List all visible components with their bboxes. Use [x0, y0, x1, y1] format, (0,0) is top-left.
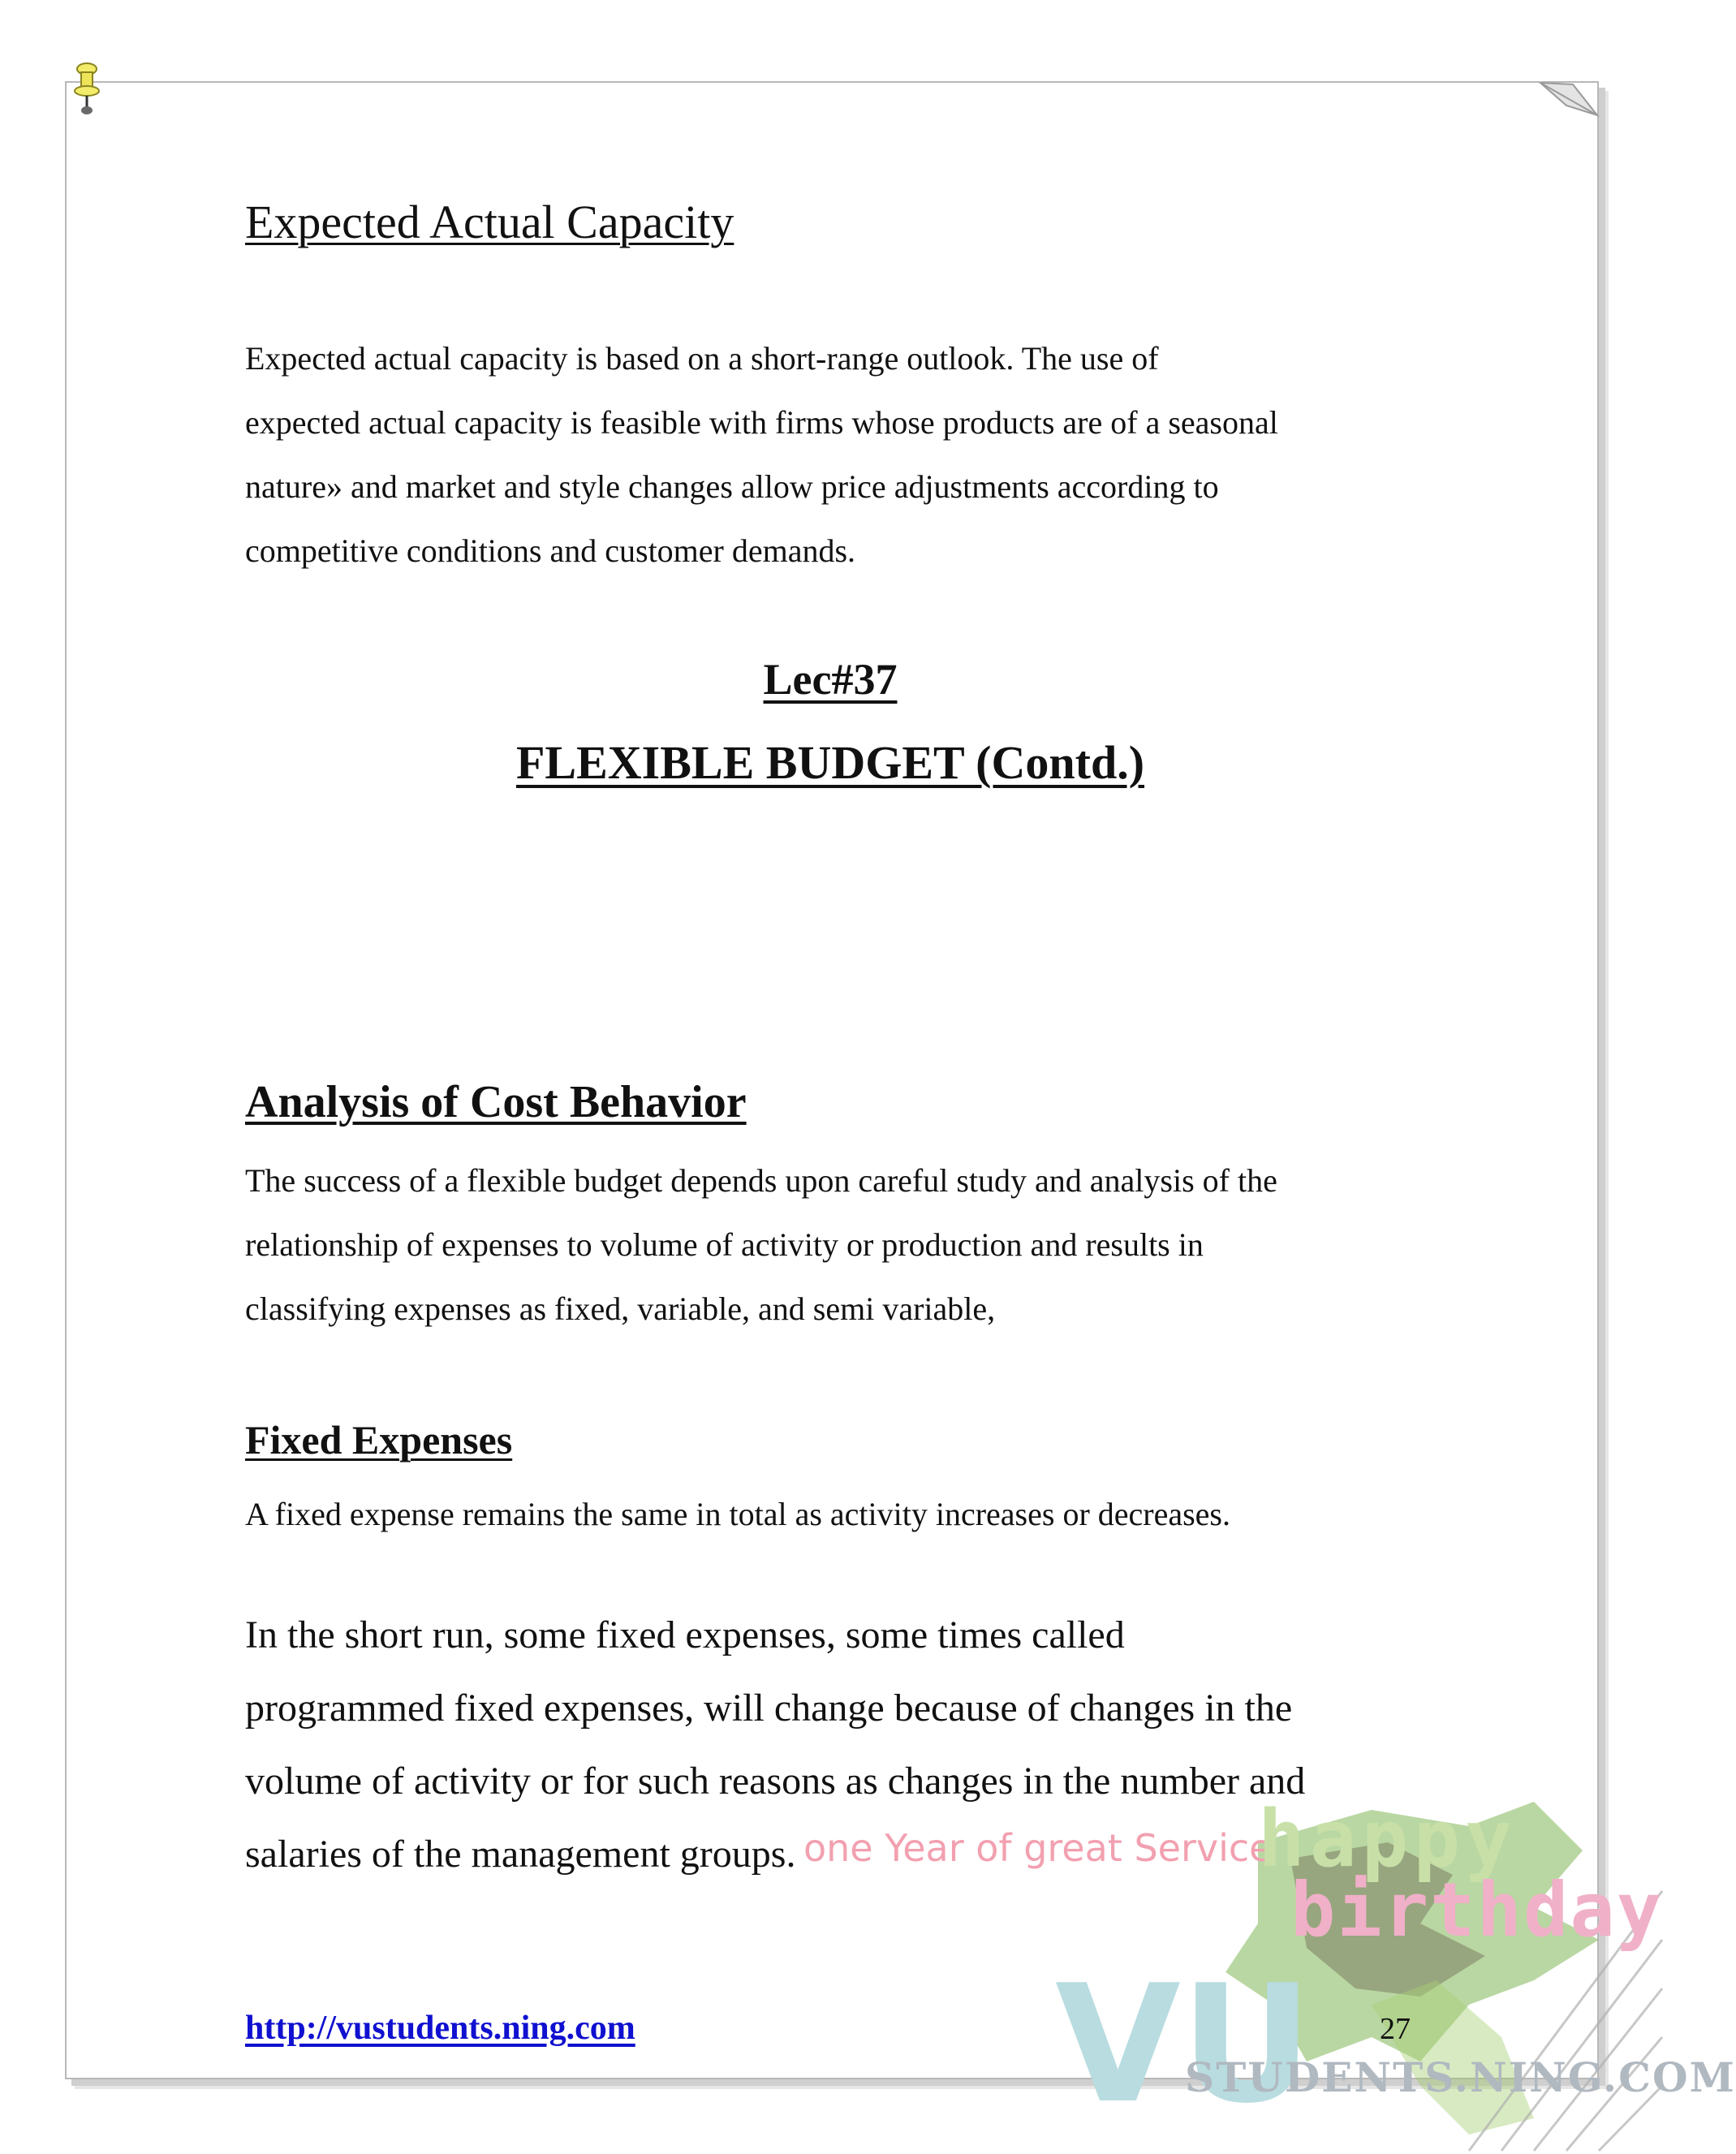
fixed-expenses-definition: A fixed expense remains the same in total as activity increases or decreases. — [245, 1496, 1230, 1532]
fixed-expenses-definition-block — [245, 1482, 1430, 1546]
pushpin-icon — [73, 62, 101, 115]
paragraph-line: The success of a flexible budget depends upon careful study and analysis of the — [245, 1162, 1277, 1199]
watermark-logo-word: STUDENTS.NING.COM — [1185, 2053, 1736, 2101]
paragraph-line: nature» and market and style changes allow price adjustments according to — [245, 468, 1219, 505]
paragraph-line: volume of activity or for such reasons as changes in the number and — [245, 1760, 1306, 1803]
paragraph-line: classifying expenses as fixed, variable, and semi variable, — [245, 1290, 996, 1327]
fixed-expenses-section — [245, 1416, 1430, 1463]
cost-behavior-paragraph — [245, 1148, 1430, 1341]
lecture-title: FLEXIBLE BUDGET (Contd.) — [515, 736, 1145, 789]
paragraph-line: salaries of the management groups. — [245, 1833, 796, 1876]
watermark-birthday: birthday — [1290, 1867, 1664, 1954]
watermark-vu-logo: VU — [1055, 1950, 1313, 2139]
page-curl-icon — [1540, 81, 1597, 122]
watermark-happy: happy — [1258, 1794, 1517, 1885]
paragraph-line: expected actual capacity is feasible with firms whose products are of a seasonal — [245, 404, 1278, 441]
paragraph-line: relationship of expenses to volume of activity or production and results in — [245, 1226, 1204, 1263]
lecture-number: Lec#37 — [763, 655, 898, 704]
expected-capacity-section — [245, 195, 1430, 249]
footer-link[interactable]: http://vustudents.ning.com — [245, 2010, 635, 2047]
cost-behavior-section — [245, 1076, 1430, 1128]
expected-capacity-heading: Expected Actual Capacity — [245, 196, 734, 248]
page-number: 27 — [1380, 2012, 1411, 2046]
paragraph-line: programmed fixed expenses, will change because of changes in the — [245, 1687, 1293, 1730]
cost-behavior-heading: Analysis of Cost Behavior — [245, 1077, 747, 1127]
paragraph-line: In the short run, some fixed expenses, some times called — [245, 1613, 1125, 1656]
paragraph-line: Expected actual capacity is based on a short-range outlook. The use of — [245, 340, 1159, 377]
paragraph-line: competitive conditions and customer demands. — [245, 532, 856, 569]
fixed-expenses-paragraph — [245, 1599, 1430, 1891]
watermark-tagline: one Year of great Service — [803, 1826, 1273, 1870]
expected-capacity-paragraph — [245, 326, 1430, 583]
fixed-expenses-heading: Fixed Expenses — [245, 1417, 513, 1463]
